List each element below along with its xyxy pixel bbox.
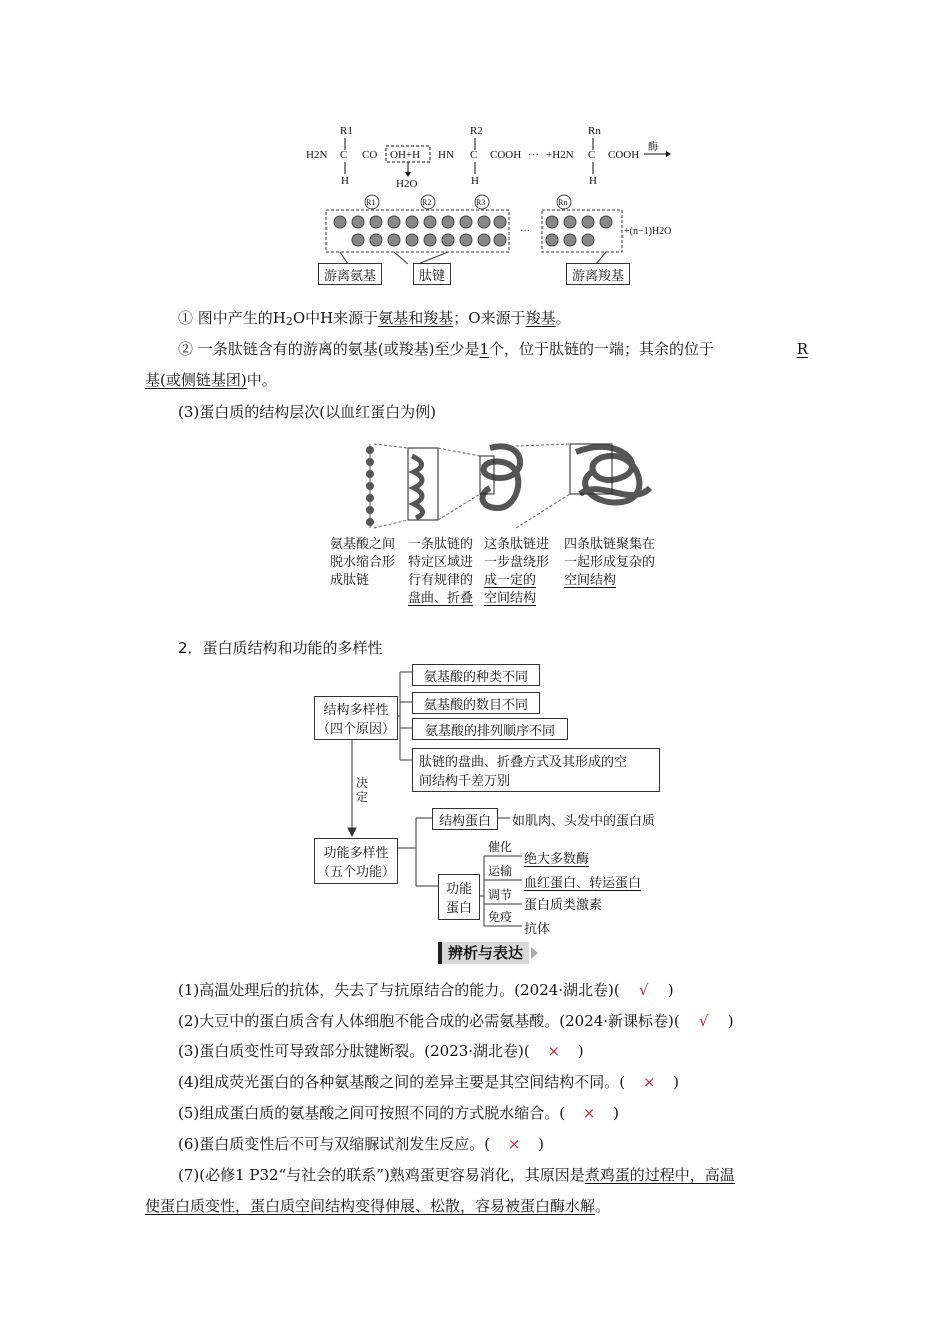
water-released: +(n−1)H2O — [624, 226, 672, 237]
reason-4: 肽链的盘曲、折叠方式及其形成的空 间结构千差万别 — [412, 748, 660, 792]
reason-3: 氨基酸的排列顺序不同 — [412, 718, 568, 740]
role-regulation: 调节 — [488, 888, 513, 902]
judgement-5: (5)组成蛋白质的氨基酸之间可按照不同的方式脱水缩合。( × ) — [178, 1104, 619, 1122]
flag-icon — [531, 947, 538, 959]
role-immunity: 免疫 — [488, 910, 513, 924]
structural-protein-example: 如肌肉、头发中的蛋白质 — [512, 814, 656, 829]
cross-icon: × — [547, 1042, 561, 1060]
note-2-cont: 基(或侧链基团)中。 — [145, 371, 277, 389]
function-diversity-box: 功能多样性 （五个功能） — [314, 838, 398, 884]
plus-h2n-text: +H2N — [546, 149, 574, 161]
reason-2: 氨基酸的数目不同 — [412, 692, 540, 714]
answer: 基(或侧链基团) — [145, 371, 247, 389]
section-2-title: 2．蛋白质结构和功能的多样性 — [178, 639, 383, 657]
chain-dots: ··· — [520, 226, 530, 237]
peptide-bond-label: 肽键 — [413, 263, 451, 285]
free-carboxyl-label: 游离羧基 — [566, 263, 630, 285]
water-text: H2O — [396, 178, 418, 190]
question-7-cont: 使蛋白质变性，蛋白质空间结构变得伸展、松散，容易被蛋白酶水解。 — [145, 1197, 611, 1215]
example-enzyme: 绝大多数酶 — [524, 852, 590, 867]
ring-r1: R1 — [366, 198, 376, 207]
oh-h-text: OH+H — [390, 149, 421, 161]
ring-r2: R2 — [422, 198, 432, 207]
free-amino-label: 游离氨基 — [318, 263, 382, 285]
r1-label: R1 — [340, 125, 353, 137]
judgement-1: (1)高温处理后的抗体，失去了与抗原结合的能力。(2024·湖北卷)( √ ) — [178, 981, 674, 999]
h-atom: H — [589, 175, 597, 187]
co-text: CO — [362, 149, 378, 161]
section-banner — [438, 942, 538, 964]
question-7: (7)(必修1 P32“与社会的联系”)熟鸡蛋更容易消化，其原因是煮鸡蛋的过程中，高温 — [178, 1166, 735, 1184]
h-atom: H — [341, 175, 349, 187]
banner-label: 辨析与表达 — [442, 942, 529, 964]
hn-text: HN — [438, 149, 454, 161]
functional-protein-box: 功能 蛋白 — [438, 874, 480, 920]
note-2: ② 一条肽链含有的游离的氨基(或羧基)至少是1个，位于肽链的一端；其余的位于 R — [178, 340, 808, 358]
level-primary: 氨基酸之间 脱水缩合形 成肽链 — [330, 537, 396, 588]
check-icon: √ — [638, 981, 649, 999]
judgement-2: (2)大豆中的蛋白质含有人体细胞不能合成的必需氨基酸。(2024·新课标卷)( √ ) — [178, 1012, 734, 1030]
answer: 羧基 — [525, 309, 556, 327]
c-atom: C — [340, 149, 348, 161]
example-antibody: 抗体 — [524, 922, 551, 937]
ring-rn: Rn — [558, 198, 568, 207]
cooh-text: COOH — [608, 149, 640, 161]
answer: 氨基和羧基 — [378, 309, 454, 327]
r2-label: R2 — [470, 125, 483, 137]
level-quaternary: 四条肽链聚集在 一起形成复杂的 空间结构 — [564, 537, 656, 588]
example-hormone: 蛋白质类激素 — [524, 898, 603, 913]
cross-icon: × — [642, 1073, 656, 1091]
judgement-3: (3)蛋白质变性可导致部分肽键断裂。(2023·湖北卷)( × ) — [178, 1042, 584, 1060]
section-3-title: (3)蛋白质的结构层次(以血红蛋白为例) — [178, 403, 436, 421]
role-transport: 运输 — [488, 864, 513, 878]
cross-icon: × — [582, 1104, 596, 1122]
c-atom: C — [470, 149, 478, 161]
dots-text: ··· — [528, 149, 539, 161]
cross-icon: × — [507, 1135, 521, 1153]
decide-label: 决定 — [356, 776, 369, 804]
note-1: ① 图中产生的H2O中H来源于氨基和羧基；O来源于羧基。 — [178, 309, 571, 328]
reason-1: 氨基酸的种类不同 — [412, 664, 540, 686]
rn-label: Rn — [588, 125, 601, 137]
protein-levels-figure — [330, 438, 670, 534]
ring-r3: R3 — [476, 198, 486, 207]
level-secondary: 一条肽链的 特定区域进 行有规律的 盘曲、折叠 — [408, 537, 474, 606]
cooh-text: COOH — [490, 149, 522, 161]
answer: 1 — [479, 340, 490, 358]
level-tertiary: 这条肽链进 一步盘绕形 成一定的 空间结构 — [484, 537, 550, 606]
enzyme-text: 酶 — [648, 142, 658, 153]
example-hemoglobin: 血红蛋白、转运蛋白 — [524, 876, 642, 891]
answer: 煮鸡蛋的过程中，高温 — [584, 1166, 735, 1184]
h-atom: H — [471, 175, 479, 187]
c-atom: C — [588, 149, 596, 161]
judgement-6: (6)蛋白质变性后不可与双缩脲试剂发生反应。( × ) — [178, 1135, 544, 1153]
role-catalysis: 催化 — [488, 840, 513, 854]
structure-diversity-box: 结构多样性 （四个原因） — [314, 696, 398, 740]
answer: R — [796, 340, 808, 358]
answer: 使蛋白质变性，蛋白质空间结构变得伸展、松散，容易被蛋白酶水解 — [145, 1197, 596, 1215]
structural-protein-box: 结构蛋白 — [432, 808, 498, 830]
check-icon: √ — [698, 1012, 709, 1030]
h2n-text: H2N — [306, 149, 328, 161]
judgement-4: (4)组成荧光蛋白的各种氨基酸之间的差异主要是其空间结构不同。( × ) — [178, 1073, 679, 1091]
